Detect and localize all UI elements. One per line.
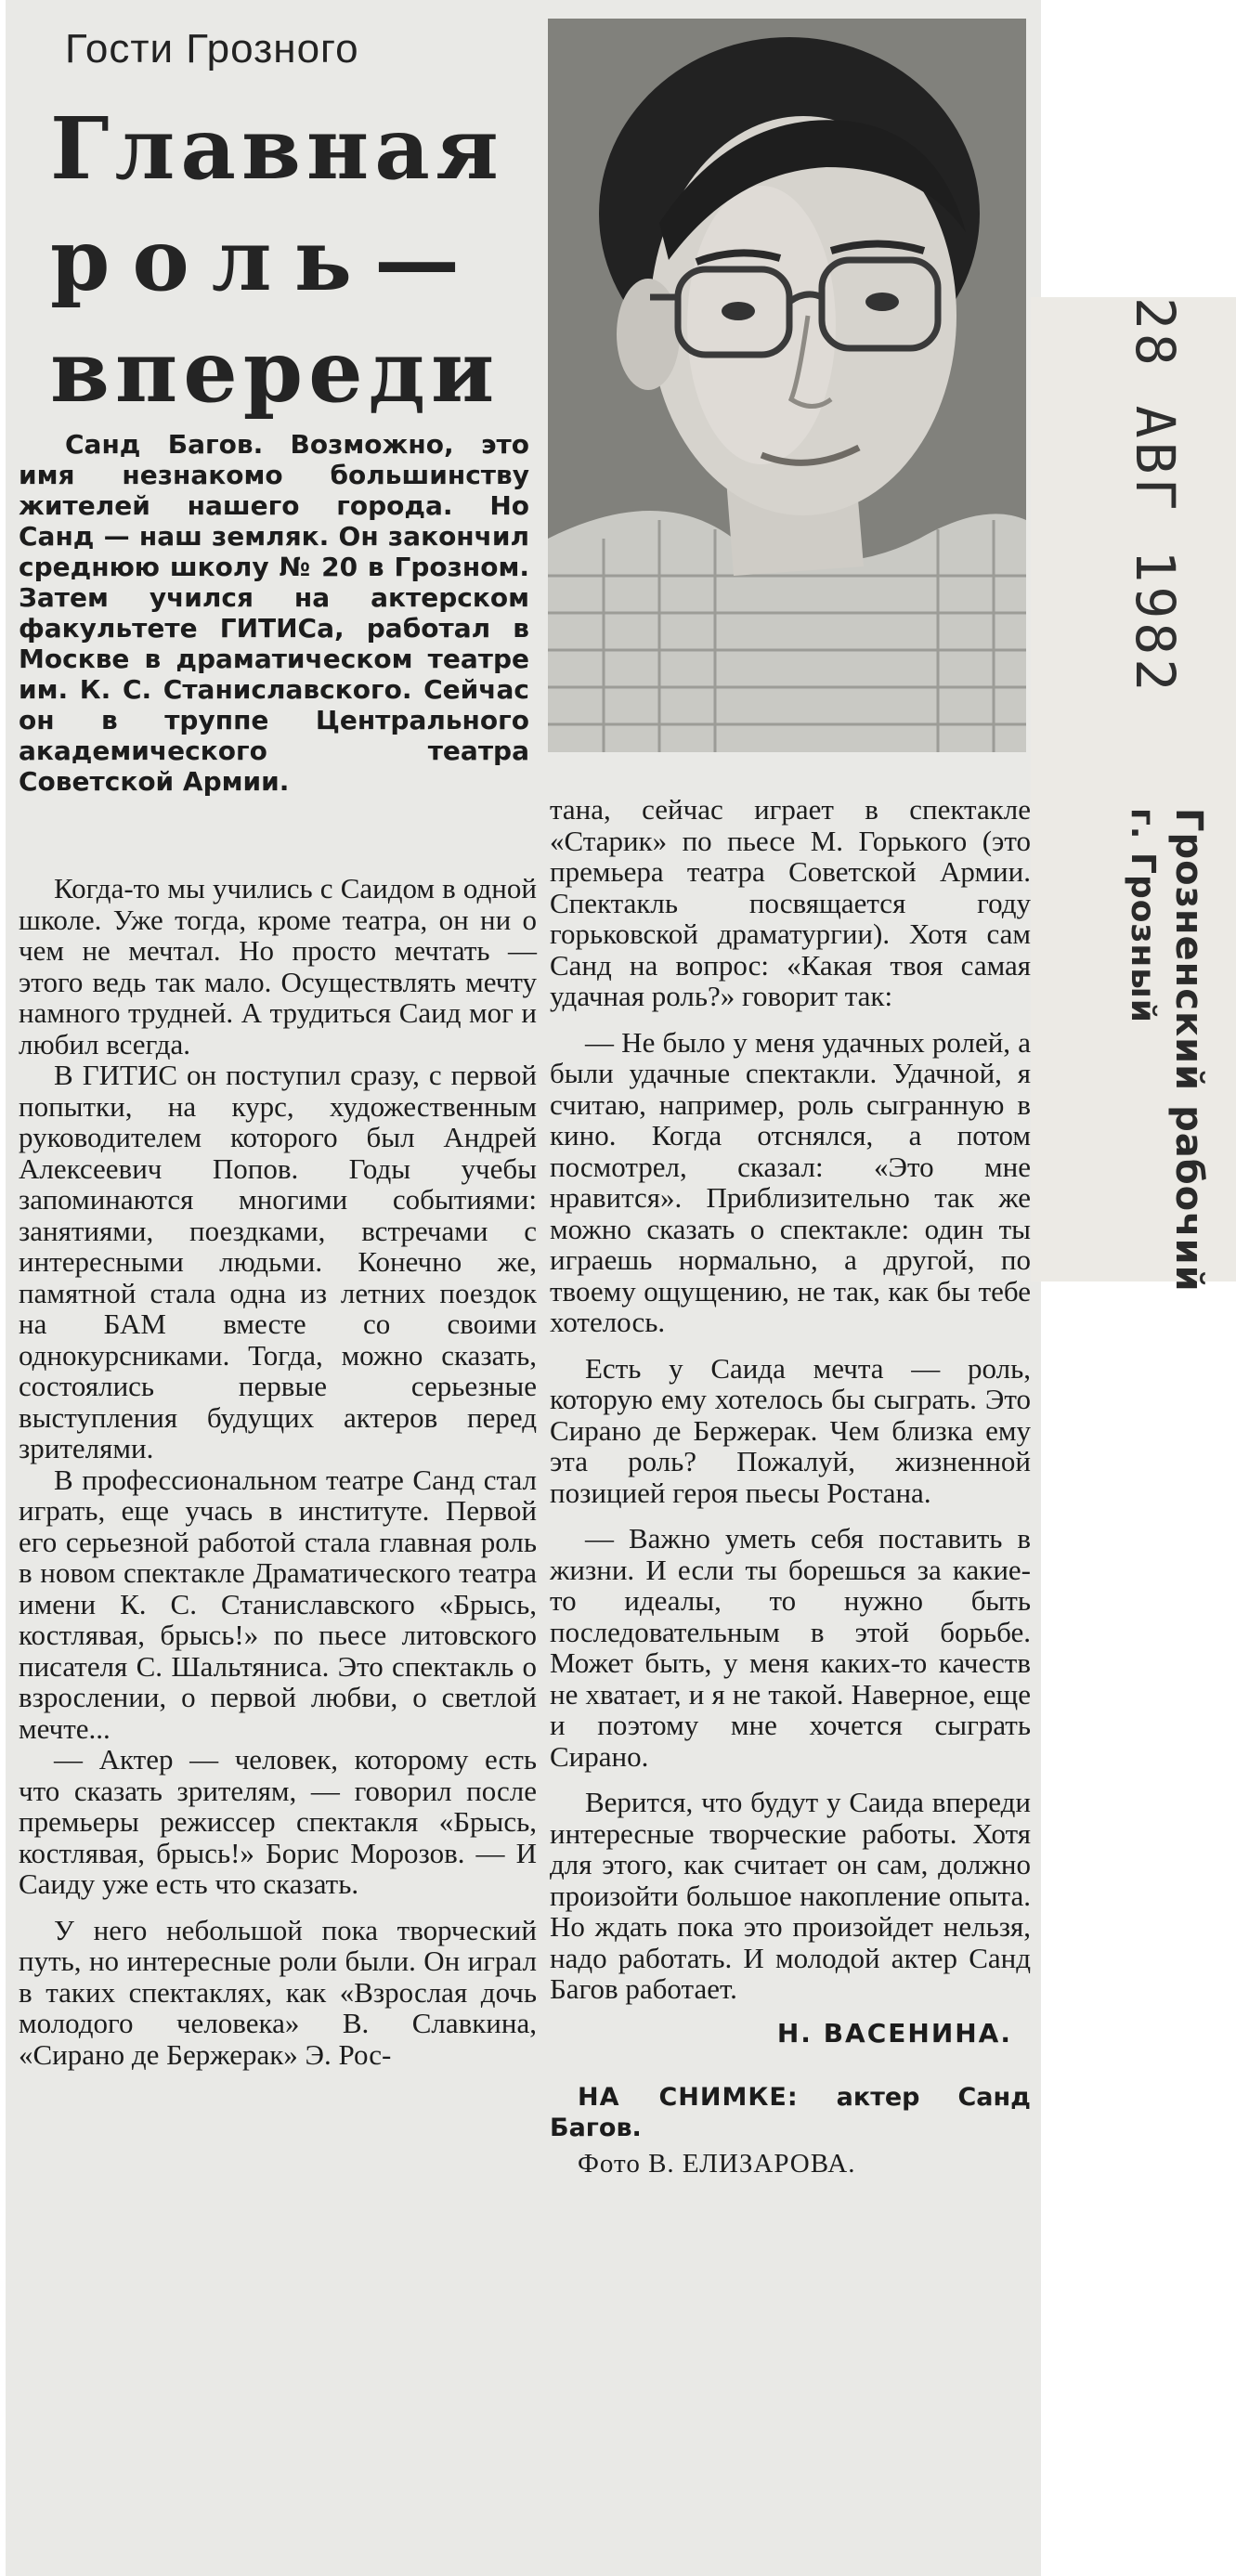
paragraph: — Важно уметь себя поставить в жизни. И если ты борешься за какие-то идеалы, то нужно быть последовательным в этой борьбе. Может быть, у меня каких-то качеств не хватает, и я не такой. Наверное, еще и поэтому мне хочется сыграть Сирано. [550,1522,1031,1773]
headline-line: Главная [50,98,504,199]
headline-line: роль— [50,210,482,310]
paragraph: У него небольшой пока творческий путь, но интересные роли были. Он играл в таких спектаклях, как «Взрослая дочь молодого человека» В. Славкина, «Сирано де Бержерак» Э. Рос- [19,1913,537,2071]
date-stamp: 28 АВГ 1982 [1124,297,1187,696]
paragraph: В ГИТИС он поступил сразу, с первой попытки, на курс, художественным руководителем которого был Андрей Алексеевич Попов. Годы учебы запоминаются многими событиями: занятиями, поездками, встречами с интересными людьми. Конечно же, памятной стала одна из летних поездок на БАМ вместе со своими однокурсниками. Тогда, можно сказать, состоялись первые серьезные выступления будущих актеров перед зрителями. [19,1059,537,1464]
publication-city: г. Грозный [1124,808,1162,1024]
paragraph: Когда-то мы учились с Саидом в одной школе. Уже тогда, кроме театра, он ни о чем не мечтал. Но просто мечтать — этого ведь так мало. Осуществлять мечту намного трудней. А трудиться Саид мог и любил всегда. [19,872,537,1060]
headline-line: впереди [50,321,501,422]
caption-text: актер Санд Багов. [550,2083,1031,2142]
lead-text: Санд Багов. Возможно, это имя незнакомо большинству жителей нашего города. Но Санд — наш земляк. Он закончил среднюю школу № 20 в Грозном. Затем учился на актерском факультете ГИТИСа, работал в Москве в драматическом театре им. К. С. Станиславского. Сейчас он в труппе Центрального академического театра Советской Армии. [19,429,529,797]
photo-caption [550,2082,1031,2143]
paragraph: — Не было у меня удачных ролей, а были удачные спектакли. Удачной, я считаю, например, роль сыгранную в кино. Когда отснялся, а потом посмотрел, сказал: «Это мне нравится». Приблизительно так же можно сказать о спектакле: один ты играешь нормально, а другой, по твоему ощущению, не так, как бы тебе хотелось. [550,1025,1031,1338]
paragraph: тана, сейчас играет в спектакле «Старик» по пьесе М. Горького (это премьера театра Советской Армии. Спектакль посвящается году горьковской драматургии). Хотя сам Санд на вопрос: «Какая твоя самая удачная роль?» говорит так: [550,793,1031,1012]
article-column-2 [550,794,1031,2180]
photo-credit: Фото В. ЕЛИЗАРОВА. [578,2149,856,2179]
publication-stamp [1124,808,1210,1293]
rubric: Гости Грозного [65,26,359,72]
headline [50,93,533,427]
paragraph: В профессиональном театре Санд стал играть, еще учась в институте. Первой его серьезной работой стала главная роль в новом спектакле Драматического театра имени К. С. Станиславского «Брысь, костлявая, брысь!» по пьесе литовского писателя С. Шальтяниса. Это спектакль о взрослении, о первой любви, о светлой мечте... [19,1463,537,1745]
lead-paragraph [19,429,529,797]
paragraph: Верится, что будут у Саида впереди интересные творческие работы. Хотя для этого, как считает он сам, должно произойти большое накопление опыта. Но ждать пока это произойдет нельзя, надо работать. И молодой актер Санд Багов работает. [550,1786,1031,2005]
caption-label: НА СНИМКЕ: [578,2083,799,2112]
paragraph: Есть у Саида мечта — роль, которую ему хотелось бы сыграть. Это Сирано де Бержерак. Чем близка ему эта роль? Пожалуй, жизненной позицией героя пьесы Ростана. [550,1351,1031,1509]
publication-name: Грозненский рабочий [1167,808,1210,1293]
paragraph: — Актер — человек, которому есть что сказать зрителям, — говорил после премьеры режиссер спектакля «Брысь, костлявая, брысь!» Борис Морозов. — И Саиду уже есть что сказать. [19,1743,537,1900]
portrait-illustration [548,19,1026,752]
portrait-photo [548,19,1026,752]
author-signature: Н. ВАСЕНИНА. [776,2017,1012,2049]
article-column-1 [19,873,537,2070]
